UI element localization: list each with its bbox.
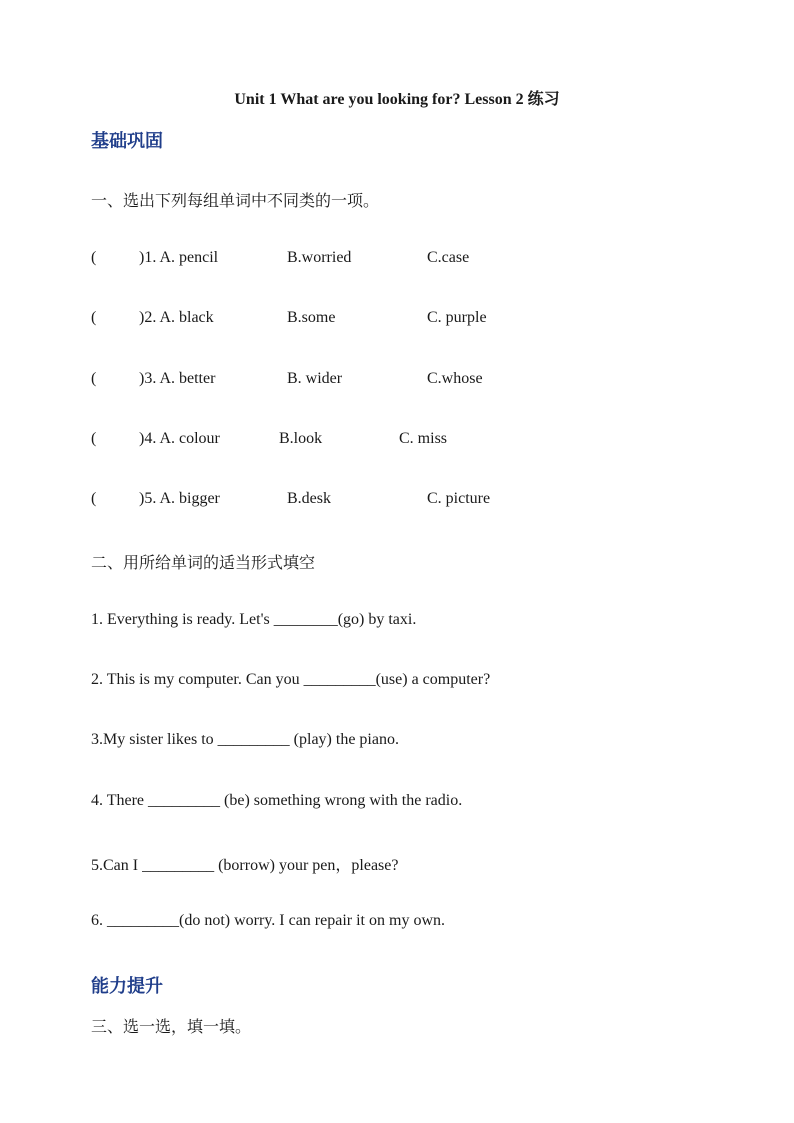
fill-item-3: 3.My sister likes to _________ (play) the piano. [91,731,399,748]
answer-paren: ( [91,370,97,387]
option-c: C. picture [427,490,491,507]
part3-instruction: 三、选一选，填一填。 [91,1017,252,1036]
option-a: )1. A. pencil [139,249,219,266]
fill-item-1: 1. Everything is ready. Let's ________(go) by taxi. [91,611,417,628]
question-row-5 [91,490,731,512]
part1-instruction: 一、选出下列每组单词中不同类的一项。 [91,191,380,210]
option-b: B.desk [287,490,331,507]
answer-paren: ( [91,490,97,507]
section-heading-advanced: 能力提升 [91,976,163,997]
option-c: C. purple [427,309,487,326]
option-c: C.whose [427,370,483,387]
option-a: )5. A. bigger [139,490,220,507]
fill-item-5: 5.Can I _________ (borrow) your pen，please? [91,857,399,874]
fill-item-6: 6. _________(do not) worry. I can repair it on my own. [91,912,445,929]
option-a: )4. A. colour [139,430,220,447]
answer-paren: ( [91,309,97,326]
option-a: )3. A. better [139,370,216,387]
option-b: B. wider [287,370,343,387]
section-heading-basic: 基础巩固 [91,131,163,152]
question-row-1 [91,249,731,271]
answer-paren: ( [91,430,97,447]
answer-paren: ( [91,249,97,266]
question-row-4 [91,430,731,452]
option-b: B.worried [287,249,352,266]
part2-instruction: 二、用所给单词的适当形式填空 [91,553,316,572]
option-c: C. miss [399,430,448,447]
option-b: B.look [279,430,323,447]
option-b: B.some [287,309,336,326]
option-a: )2. A. black [139,309,214,326]
fill-item-2: 2. This is my computer. Can you _________(use) a computer? [91,671,491,688]
option-c: C.case [427,249,470,266]
question-row-3 [91,370,731,392]
question-row-2 [91,309,731,331]
page-title: Unit 1 What are you looking for? Lesson 2 练习 [234,91,560,108]
fill-item-4: 4. There _________ (be) something wrong with the radio. [91,792,463,809]
